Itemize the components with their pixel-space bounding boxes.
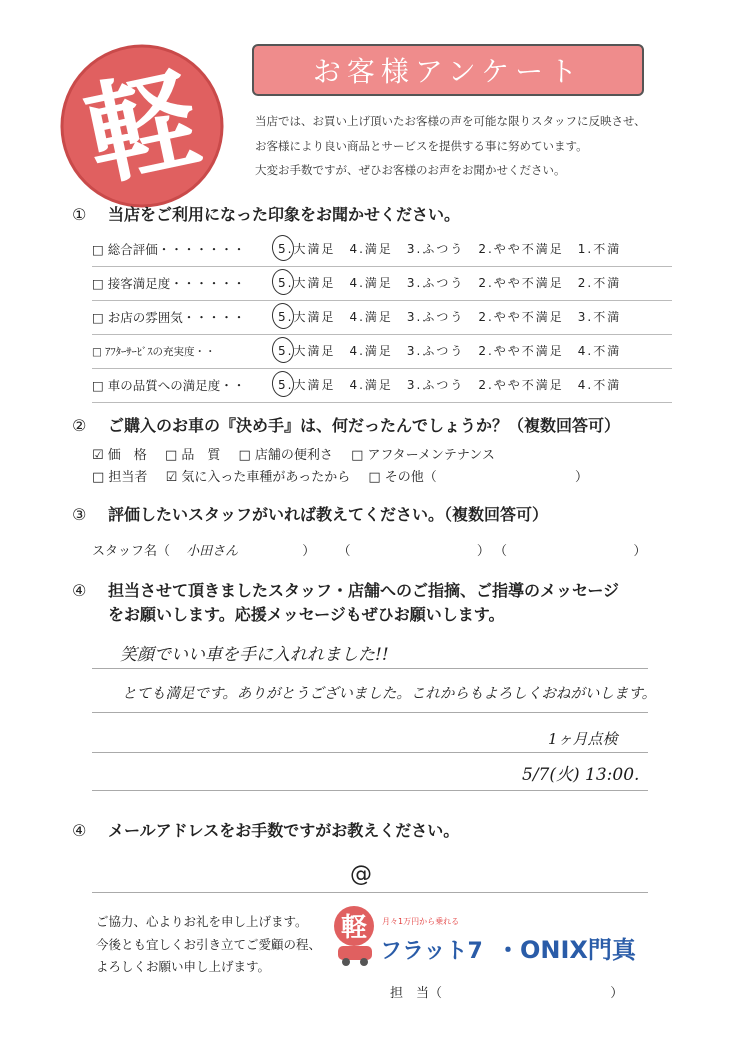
closing-line-3: よろしくお願い申し上げます。	[96, 959, 271, 974]
q5-heading	[72, 818, 459, 841]
option-favorite-model[interactable]: ☑ 気に入った車種があったから	[165, 470, 351, 485]
q1-heading-text: 当店をご利用になった印象をお聞かせください。	[108, 205, 461, 224]
staff-label: スタッフ名（	[92, 544, 171, 559]
q2-heading	[72, 413, 620, 436]
staff-paren-open-3: （	[494, 544, 508, 559]
intro-line-1: 当店では、お買い上げ頂いたお客様の声を可能な限りスタッフに反映させ、	[255, 114, 646, 128]
message-line-2[interactable]: とても満足です。ありがとうございました。これからもよろしくおねがいします。	[122, 686, 657, 702]
tanto-close: ）	[610, 986, 624, 1001]
option-staff[interactable]: □ 担当者	[92, 470, 148, 485]
q2-number: ②	[72, 416, 87, 435]
q4-number: ④	[72, 581, 87, 600]
q4-heading	[72, 578, 619, 601]
q4-heading-line-2: をお願いします。応援メッセージもぜひお願いします。	[108, 605, 505, 624]
message-rule-2	[92, 712, 648, 713]
staff-paren-close-3: ）	[633, 544, 647, 559]
message-rule-3	[92, 752, 648, 753]
logo-tagline: 月々1万円から乗れる	[382, 917, 460, 926]
logo-flat7: フラット7	[380, 939, 483, 964]
rating-label: □ 車の品質への満足度・・	[92, 378, 246, 393]
rating-label: □ 接客満足度・・・・・・	[92, 276, 246, 291]
rating-scale: 5.大満足 4.満足 3.ふつう 2.やや不満足 1.不満	[278, 242, 622, 256]
rating-row-aftercare[interactable]	[92, 338, 672, 369]
q3-heading	[72, 502, 548, 525]
option-other-close: ）	[574, 470, 588, 485]
message-note-2[interactable]: 5/7(火) 13:00.	[522, 765, 640, 785]
option-store-convenience[interactable]: □ 店舗の便利さ	[238, 448, 333, 463]
q1-number: ①	[72, 205, 87, 224]
rating-scale: 5.大満足 4.満足 3.ふつう 2.やや不満足 4.不満	[278, 344, 622, 358]
survey-title: お客様アンケート	[252, 44, 644, 96]
staff-name-value[interactable]: 小田さん	[186, 544, 239, 559]
tanto-label: 担 当（	[390, 986, 443, 1001]
closing-line-1: ご協力、心よりお礼を申し上げます。	[96, 914, 308, 929]
rating-label: □ 総合評価・・・・・・・	[92, 242, 246, 257]
q4-heading-line-1: 担当させて頂きましたスタッフ・店舗へのご指摘、ご指導のメッセージ	[108, 581, 620, 600]
staff-in-charge-row	[390, 982, 623, 1001]
staff-paren-close-2: ）	[476, 544, 490, 559]
q2-options-line-2	[92, 466, 588, 485]
rating-row-service[interactable]	[92, 270, 672, 301]
q5-number: ④	[72, 821, 87, 840]
rating-scale: 5.大満足 4.満足 3.ふつう 2.やや不満足 2.不満	[278, 276, 622, 290]
rating-label: □ ｱﾌﾀｰｻｰﾋﾞｽの充実度・・	[92, 346, 216, 358]
option-after-maintenance[interactable]: □ アフターメンテナンス	[351, 448, 495, 463]
rating-row-quality[interactable]	[92, 372, 672, 403]
rating-row-overall[interactable]	[92, 236, 672, 267]
option-price[interactable]: ☑ 価 格	[92, 448, 147, 463]
closing-line-2: 今後とも宜しくお引き立てご愛顧の程、	[96, 937, 322, 952]
rating-row-atmosphere[interactable]	[92, 304, 672, 335]
email-at-sign: @	[350, 862, 372, 887]
rating-label: □ お店の雰囲気・・・・・	[92, 310, 246, 325]
q2-heading-text: ご購入のお車の『決め手』は、何だったんでしょうか？（複数回答可）	[108, 416, 621, 435]
staff-paren-close-1: ）	[302, 544, 316, 559]
logo-stamp-char: 軽	[340, 913, 368, 943]
kei-stamp-logo	[58, 42, 226, 210]
email-input-line[interactable]	[92, 892, 648, 893]
message-line-1[interactable]: 笑顔でいい車を手に入れれました!!	[120, 645, 389, 665]
q2-options-line-1	[92, 444, 509, 463]
q5-heading-text: メールアドレスをお手数ですがお教えください。	[108, 821, 460, 840]
q1-heading	[72, 202, 460, 225]
option-other[interactable]: □ その他（	[368, 470, 437, 485]
stamp-char: 軽	[75, 53, 210, 202]
message-rule-1	[92, 668, 648, 669]
q3-number: ③	[72, 505, 87, 524]
rating-scale: 5.大満足 4.満足 3.ふつう 2.やや不満足 3.不満	[278, 310, 622, 324]
flat7-onix-logo	[330, 900, 660, 972]
intro-line-3: 大変お手数ですが、ぜひお客様のお声をお聞かせください。	[255, 163, 566, 177]
message-rule-4	[92, 790, 648, 791]
rating-scale: 5.大満足 4.満足 3.ふつう 2.やや不満足 4.不満	[278, 378, 622, 392]
staff-name-row	[92, 540, 646, 559]
option-quality[interactable]: □ 品 質	[164, 448, 221, 463]
q3-heading-text: 評価したいスタッフがいれば教えてください。（複数回答可）	[108, 505, 549, 524]
logo-brand: ・ONIX門真	[496, 936, 636, 964]
staff-paren-open-2: （	[337, 544, 351, 559]
intro-line-2: お客様により良い商品とサービスを提供する事に努めています。	[255, 139, 588, 153]
message-note-1[interactable]: 1ヶ月点検	[548, 730, 618, 748]
